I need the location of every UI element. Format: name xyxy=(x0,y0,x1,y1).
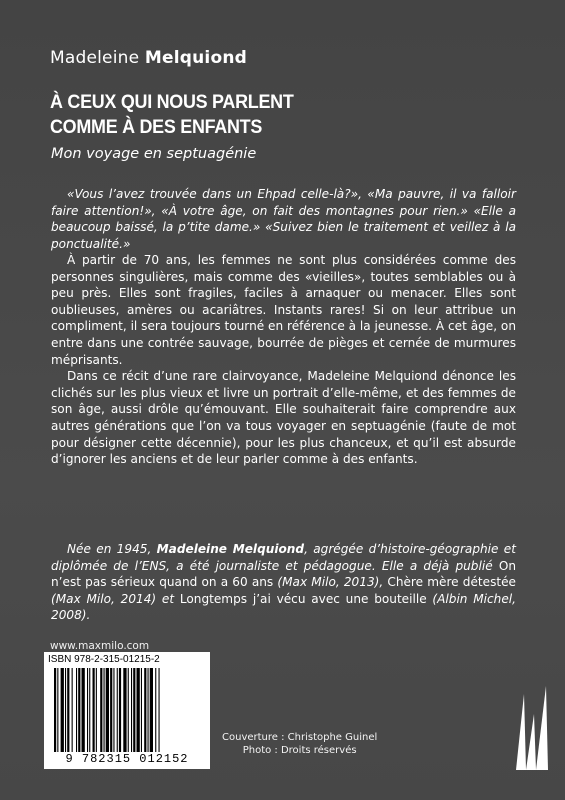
bio-book-title: Chère mère détestée xyxy=(387,575,516,590)
publisher-logo-icon xyxy=(514,684,550,772)
barcode-bar xyxy=(148,668,149,752)
publisher-website[interactable]: www.maxmilo.com xyxy=(50,640,150,652)
author-last-name: Melquiond xyxy=(144,48,248,68)
bio-book-title: Longtemps j’ai vécu avec une bouteille xyxy=(179,591,427,606)
barcode-bar xyxy=(54,668,56,752)
barcode-bar xyxy=(133,668,135,752)
summary xyxy=(51,252,516,468)
barcode-bar xyxy=(76,668,77,752)
barcode-bar xyxy=(72,668,73,752)
bio-part: , agrégée d’histoire-géographie et diplômée de l’ENS, a été journaliste et pédagogue. Elle a déjà publié xyxy=(51,542,516,573)
barcode-bar xyxy=(150,668,153,752)
author-name xyxy=(50,48,247,68)
title-line-1: À CEUX QUI NOUS PARLENT xyxy=(50,91,294,113)
bio-book-title: On n’est pas sérieux quand on a 60 ans xyxy=(51,558,516,590)
barcode xyxy=(44,652,210,769)
bio-part: (Albin Michel, 2008). xyxy=(51,591,516,623)
barcode-bar xyxy=(65,668,66,752)
barcode-bar xyxy=(57,668,58,752)
barcode-bar xyxy=(93,668,95,752)
barcode-digits: 9 782315 012152 xyxy=(65,752,189,766)
bio-text xyxy=(51,541,516,624)
quote-paragraph xyxy=(51,186,516,252)
barcode-bar xyxy=(96,668,97,752)
quote-text: «Vous l’avez trouvée dans un Ehpad celle-là?», «Ma pauvre, il va falloir faire attention!», «À votre âge, on fait des montagnes pour rien.» «Elle a beaucoup baissé, la p’tite dame.» «Suivez bien le traitement et veillez à la ponctualité.» xyxy=(51,187,516,251)
barcode-bar xyxy=(104,668,105,752)
bio-author-name: Madeleine Melquiond xyxy=(156,542,305,556)
barcode-bar xyxy=(141,668,142,752)
barcode-bar xyxy=(123,668,126,752)
barcode-bar xyxy=(67,668,69,752)
barcode-bar xyxy=(113,668,114,752)
bio-part: Née en 1945, xyxy=(67,542,157,556)
photo-credit: Photo : Droits réservés xyxy=(242,745,357,756)
book-subtitle: Mon voyage en septuagénie xyxy=(51,146,257,162)
barcode-bar xyxy=(128,668,129,752)
bio-part: (Max Milo, 2014) et xyxy=(51,591,180,606)
barcode-bar xyxy=(155,668,156,752)
bio-part: (Max Milo, 2013), xyxy=(273,575,388,590)
barcode-bar xyxy=(61,668,64,752)
author-first-name: Madeleine xyxy=(50,48,140,68)
barcode-bar xyxy=(100,668,102,752)
barcode-bar xyxy=(89,668,90,752)
barcode-bar xyxy=(117,668,118,752)
credits xyxy=(222,731,377,757)
barcode-bar xyxy=(78,668,80,752)
barcode-bar xyxy=(144,668,146,752)
barcode-bar xyxy=(119,668,121,752)
summary-paragraph-2: Dans ce récit d’une rare clairvoyance, Madeleine Melquiond dénonce les clichés sur les plus vieux et livre un portrait d’elle-même, et des femmes de son âge, aussi drôle qu’émouvant. Elle souhaiterait faire comprendre aux autres générations que l’on va tous voyager en septuagénie (faute de mot pour désigner cette décennie), pour les plus chanceux, et qu’il est absurde d’ignorer les anciens et de leur parler comme à des enfants. xyxy=(51,369,516,467)
cover-credit: Couverture : Christophe Guinel xyxy=(222,732,378,743)
book-title xyxy=(50,90,381,140)
author-bio xyxy=(51,541,516,624)
title-line-2: COMME À DES ENFANTS xyxy=(50,116,263,138)
isbn-number: ISBN 978-2-315-01215-2 xyxy=(48,654,160,665)
barcode-bars xyxy=(52,668,202,752)
barcode-bar xyxy=(159,668,160,752)
summary-paragraph-1: À partir de 70 ans, les femmes ne sont plus considérées comme des personnes singulières, mais comme des «vieilles», toutes semblables ou à peu près. Elles sont fragiles, faciles à arnaquer ou menacer. Elles sont oublieuses, amères ou acariâtres. Instants rares! Si on leur attribue un compliment, il sera toujours tourné en référence à la jeunesse. À cet âge, on entre dans une contrée sauvage, bourrée de pièges et cernée de murmures méprisants. xyxy=(51,253,516,367)
barcode-bar xyxy=(137,668,140,752)
barcode-bar xyxy=(82,668,85,752)
barcode-bar xyxy=(87,668,88,752)
barcode-bar xyxy=(131,668,132,752)
barcode-bar xyxy=(110,668,112,752)
barcode-bar xyxy=(106,668,109,752)
